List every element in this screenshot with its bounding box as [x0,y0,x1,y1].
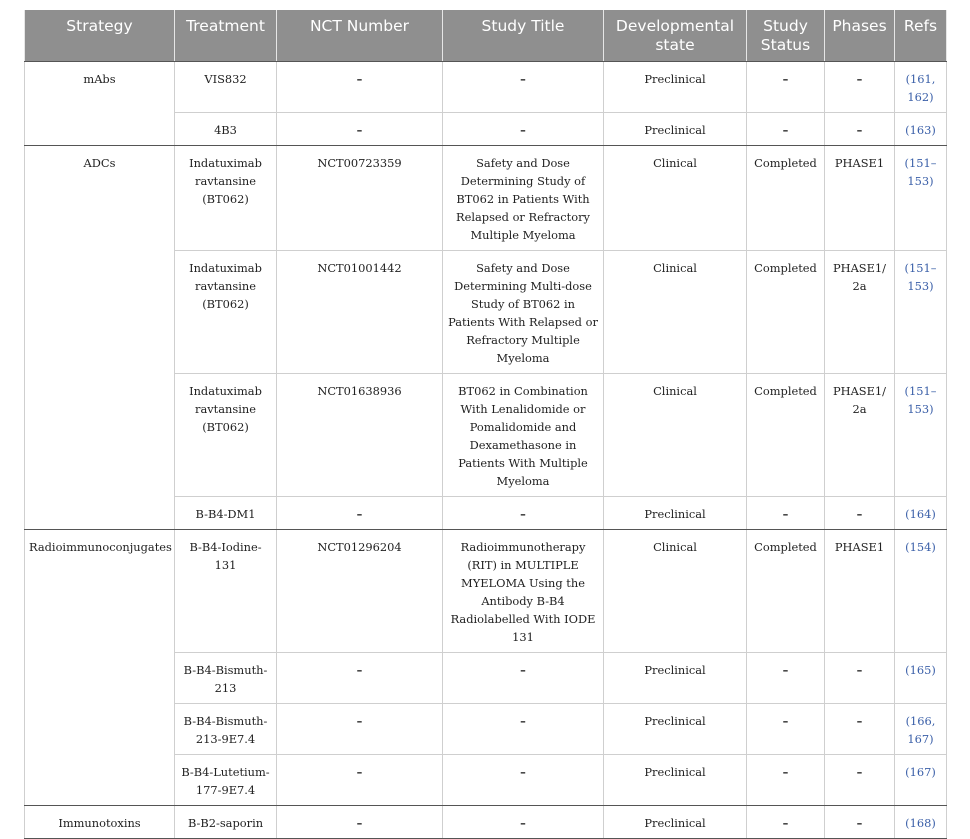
study-title-cell: – [443,704,604,755]
phases-cell: PHASE1/ 2a [825,374,895,497]
treatment-cell: Indatuximab ravtansine (BT062) [175,251,277,374]
clinical-trials-table [24,10,947,839]
study-status-cell: – [747,755,825,806]
refs-cell[interactable]: (154) [895,530,947,653]
developmental-state-cell: Preclinical [604,806,747,839]
table-body [25,62,947,839]
treatment-cell: B-B4-Lutetium-177-9E7.4 [175,755,277,806]
phases-cell: PHASE1 [825,146,895,251]
strategy-cell: mAbs [25,62,175,146]
study-status-cell: – [747,62,825,113]
treatment-cell: Indatuximab ravtansine (BT062) [175,146,277,251]
treatment-cell: VIS832 [175,62,277,113]
study-title-cell: – [443,755,604,806]
treatment-cell: B-B4-Bismuth-213 [175,653,277,704]
treatment-cell: B-B4-Iodine-131 [175,530,277,653]
nct-number-cell: – [277,653,443,704]
study-status-cell: Completed [747,374,825,497]
refs-cell[interactable]: (151–153) [895,251,947,374]
developmental-state-cell: Clinical [604,374,747,497]
treatment-cell: Indatuximab ravtansine (BT062) [175,374,277,497]
developmental-state-cell: Preclinical [604,62,747,113]
study-title-cell: – [443,62,604,113]
header-nct-number: NCT Number [277,10,443,62]
table-header [25,10,947,62]
header-study-status: Study Status [747,10,825,62]
nct-number-cell: NCT01296204 [277,530,443,653]
nct-number-cell: NCT01638936 [277,374,443,497]
header-developmental-state: Developmental state [604,10,747,62]
refs-cell[interactable]: (166, 167) [895,704,947,755]
nct-number-cell: – [277,755,443,806]
study-title-cell: Radioimmunotherapy (RIT) in MULTIPLE MYELOMA Using the Antibody B-B4 Radiolabelled With IODE 131 [443,530,604,653]
phases-cell: – [825,62,895,113]
developmental-state-cell: Preclinical [604,497,747,530]
nct-number-cell: NCT00723359 [277,146,443,251]
phases-cell: – [825,653,895,704]
refs-cell[interactable]: (163) [895,113,947,146]
table-row [25,146,947,251]
table-row [25,62,947,113]
developmental-state-cell: Preclinical [604,755,747,806]
header-strategy: Strategy [25,10,175,62]
study-status-cell: – [747,653,825,704]
study-status-cell: Completed [747,530,825,653]
study-status-cell: Completed [747,146,825,251]
study-title-cell: Safety and Dose Determining Study of BT062 in Patients With Relapsed or Refractory Multiple Myeloma [443,146,604,251]
header-treatment: Treatment [175,10,277,62]
phases-cell: – [825,755,895,806]
study-status-cell: Completed [747,251,825,374]
developmental-state-cell: Preclinical [604,704,747,755]
developmental-state-cell: Preclinical [604,653,747,704]
study-title-cell: BT062 in Combination With Lenalidomide or Pomalidomide and Dexamethasone in Patients With Multiple Myeloma [443,374,604,497]
study-title-cell: – [443,653,604,704]
nct-number-cell: – [277,704,443,755]
study-title-cell: – [443,806,604,839]
strategy-cell: Immunotoxins [25,806,175,839]
study-status-cell: – [747,806,825,839]
phases-cell: – [825,497,895,530]
header-row [25,10,947,62]
refs-cell[interactable]: (151–153) [895,374,947,497]
developmental-state-cell: Clinical [604,530,747,653]
phases-cell: – [825,806,895,839]
refs-cell[interactable]: (164) [895,497,947,530]
strategy-cell: Radioimmunoconjugates [25,530,175,806]
refs-cell[interactable]: (168) [895,806,947,839]
treatment-cell: 4B3 [175,113,277,146]
study-title-cell: Safety and Dose Determining Multi-dose Study of BT062 in Patients With Relapsed or Refractory Multiple Myeloma [443,251,604,374]
strategy-cell: ADCs [25,146,175,530]
developmental-state-cell: Preclinical [604,113,747,146]
study-title-cell: – [443,497,604,530]
refs-cell[interactable]: (165) [895,653,947,704]
refs-cell[interactable]: (161, 162) [895,62,947,113]
developmental-state-cell: Clinical [604,251,747,374]
study-status-cell: – [747,497,825,530]
treatment-cell: B-B4-Bismuth-213-9E7.4 [175,704,277,755]
phases-cell: – [825,113,895,146]
table-row [25,530,947,653]
study-status-cell: – [747,704,825,755]
nct-number-cell: – [277,62,443,113]
header-study-title: Study Title [443,10,604,62]
refs-cell[interactable]: (151–153) [895,146,947,251]
table-row [25,806,947,839]
treatment-cell: B-B2-saporin [175,806,277,839]
header-refs: Refs [895,10,947,62]
refs-cell[interactable]: (167) [895,755,947,806]
treatment-cell: B-B4-DM1 [175,497,277,530]
study-status-cell: – [747,113,825,146]
phases-cell: – [825,704,895,755]
nct-number-cell: – [277,113,443,146]
nct-number-cell: NCT01001442 [277,251,443,374]
header-phases: Phases [825,10,895,62]
nct-number-cell: – [277,806,443,839]
study-title-cell: – [443,113,604,146]
phases-cell: PHASE1/ 2a [825,251,895,374]
developmental-state-cell: Clinical [604,146,747,251]
phases-cell: PHASE1 [825,530,895,653]
nct-number-cell: – [277,497,443,530]
